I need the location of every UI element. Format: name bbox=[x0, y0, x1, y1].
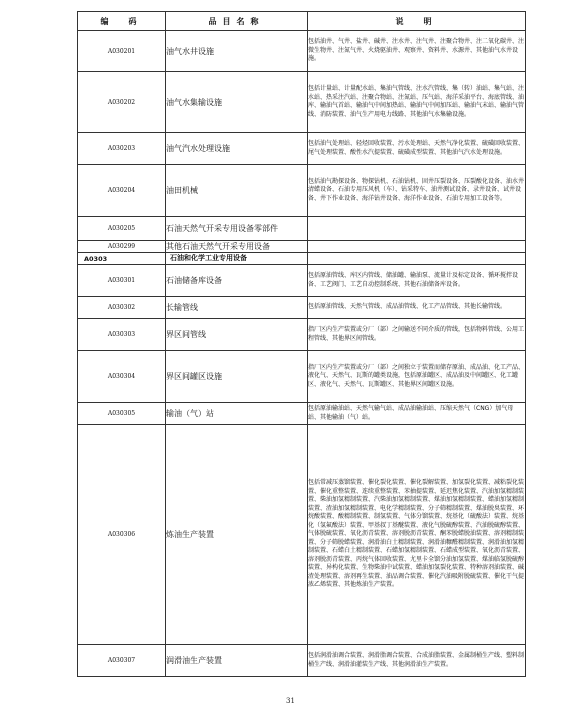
name-cell: 其他石油天然气开采专用设备 bbox=[166, 241, 308, 253]
table-row bbox=[78, 319, 526, 351]
name-cell: 石油储备库设备 bbox=[166, 265, 308, 297]
description-cell: 指厂区内生产装置或分厂（部）之间输送不同介质的管线，包括物料管线、公用工程管线、其他界区间管线。 bbox=[308, 319, 526, 351]
description-cell: 指厂区内生产装置或分厂（部）之间独立于装置而储存原油、成品油、化工产品、液化气、天然气、瓦斯的罐类设施，包括原油罐区、成品油及中间罐区、化工罐区、液化气、天然气、瓦斯罐区、其他界区间罐区设施。 bbox=[308, 351, 526, 403]
name-cell: 界区间管线 bbox=[166, 319, 308, 351]
name-cell: 输油（气）站 bbox=[166, 403, 308, 425]
description-cell: 包括原油输油站、天然气输气站、成品油输油站、压缩天然气（CNG）加气母站、其他输油（气）站。 bbox=[308, 403, 526, 425]
table-row bbox=[78, 351, 526, 403]
name-cell: 油气水井设施 bbox=[166, 31, 308, 72]
code-cell: A030203 bbox=[78, 133, 166, 165]
code-cell: A030302 bbox=[78, 297, 166, 319]
name-cell: 润滑油生产装置 bbox=[166, 645, 308, 677]
description-cell: 包括油井、气井、盐井、碱井、注水井、注气井、注聚合物井、注二氧化碳井、注微生物井、注氮气井、火烧驱油井、观察井、资料井、水源井、其他油气水井设施。 bbox=[308, 31, 526, 72]
code-cell: A030305 bbox=[78, 403, 166, 425]
description-cell bbox=[308, 253, 526, 265]
table-row bbox=[78, 165, 526, 217]
table-row bbox=[78, 645, 526, 677]
name-cell: 油田机械 bbox=[166, 165, 308, 217]
name-cell: 炼油生产装置 bbox=[166, 425, 308, 645]
name-cell: 界区间罐区设施 bbox=[166, 351, 308, 403]
table-row bbox=[78, 31, 526, 72]
table-row bbox=[78, 72, 526, 133]
code-cell: A030204 bbox=[78, 165, 166, 217]
code-cell: A030306 bbox=[78, 425, 166, 645]
code-cell: A030299 bbox=[78, 241, 166, 253]
description-cell: 包括原油管线、天然气管线、成品油管线、化工产品管线、其他长输管线。 bbox=[308, 297, 526, 319]
description-cell: 包括油气勘探设备、物探钻机、石油钻机、固井压裂设备、压裂酸化设备、油水井清蜡设备、石油专用压风机（车）、钻采特车、油井测试设备、录井设备、试井设备、井下作业设备、海洋钻井设备、海洋作业设备、石油专用加工设备等。 bbox=[308, 165, 526, 217]
description-cell: 包括常减压蒸馏装置、催化裂化装置、催化裂解装置、加氢裂化装置、减粘裂化装置、催化重整装置、连续重整装置、苯抽提装置、延迟焦化装置、汽油加氢精制装置、柴油加氢精制装置、汽柴油加氢精制装置、煤油加氢精制装置、蜡油加氢精制装置、渣油加氢精制装置、电化学精制装置、分子筛精制装置、煤油脱臭装置、环烷酸装置、酸精制装置、制氢装置、气体分馏装置、烷基化（硫酸法）装置、烷基化（氢氟酸法）装置、甲基叔丁基醚装置、液化气脱硫醇装置、汽油脱硫醇装置、气体脱硫装置、氧化沥青装置、溶剂脱沥青装置、酮苯脱蜡脱油装置、溶剂精制装置、分子筛脱蜡装置、润滑油白土精制装置、润滑油糠醛精制装置、润滑油加氢精制装置、石蜡白土精制装置、石蜡加氢精制装置、石蜡成型装置、氧化沥青装置、溶剂脱沥青装置、丙烷气体回收装置、尤里卡全馏分油加氢装置、煤油临氢脱硫醇装置、异构化装置、生物柴油中试装置、蜡油加氢裂化装置、特种溶剂油装置、碱渣处理装置、溶剂再生装置、油品调合装置、催化汽油吸附脱硫装置、催化干气提浓乙烯装置、其他炼油生产装置。 bbox=[308, 425, 526, 645]
code-cell: A030205 bbox=[78, 217, 166, 241]
table-row bbox=[78, 403, 526, 425]
table-row bbox=[78, 425, 526, 645]
code-cell: A030202 bbox=[78, 72, 166, 133]
catalog-table bbox=[77, 11, 526, 677]
code-cell: A030201 bbox=[78, 31, 166, 72]
table-row bbox=[78, 217, 526, 241]
table-body bbox=[78, 31, 526, 677]
table-group-row bbox=[78, 253, 526, 265]
name-cell: 石油和化学工业专用设备 bbox=[166, 253, 308, 265]
code-cell: A030303 bbox=[78, 319, 166, 351]
table-row bbox=[78, 133, 526, 165]
description-cell: 包括油气处理站、轻烃回收装置、污水处理站、天然气净化装置、硫磺回收装置、尾气处理装置、酸性水汽提装置、硫磺成型装置、其他油气汽水处理设施。 bbox=[308, 133, 526, 165]
table-row bbox=[78, 265, 526, 297]
code-cell: A030304 bbox=[78, 351, 166, 403]
description-cell bbox=[308, 217, 526, 241]
name-cell: 油气水集输设施 bbox=[166, 72, 308, 133]
code-cell: A030301 bbox=[78, 265, 166, 297]
description-cell: 包括润滑油调合装置、润滑脂调合装置、合成油脂装置、金属制桶生产线、塑料制桶生产线、润滑油灌装生产线、其他润滑油生产装置。 bbox=[308, 645, 526, 677]
header-item-name: 品目名称 bbox=[166, 12, 308, 31]
header-description: 说 明 bbox=[308, 12, 526, 31]
description-cell: 包括计量站、计量配水站、集油气管线、注水汽管线、集（转）油站、集气站、注水站、热采注汽站、注聚合物站、注氮站、压气站、海洋采油平台、海底管线、油库、输油气首站、输油气中间加热站、输油气中间加压站、输油气末站、输油气管线、消防装置、油气生产用电力线路、其他油气水集输设施。 bbox=[308, 72, 526, 133]
description-cell bbox=[308, 241, 526, 253]
name-cell: 石油天然气开采专用设备零部件 bbox=[166, 217, 308, 241]
page-number: 31 bbox=[286, 697, 295, 705]
name-cell: 油气汽水处理设施 bbox=[166, 133, 308, 165]
table-header-row bbox=[78, 12, 526, 31]
code-cell: A0303 bbox=[78, 253, 166, 265]
header-code: 编 码 bbox=[78, 12, 166, 31]
table-row bbox=[78, 241, 526, 253]
description-cell: 包括原油管线、库区内管线、储油罐、输油泵、流量计及标定设备、循环搅拌设备、工艺阀门、工艺自动控制系统、其他石油储备库设备。 bbox=[308, 265, 526, 297]
code-cell: A030307 bbox=[78, 645, 166, 677]
name-cell: 长输管线 bbox=[166, 297, 308, 319]
table-row bbox=[78, 297, 526, 319]
